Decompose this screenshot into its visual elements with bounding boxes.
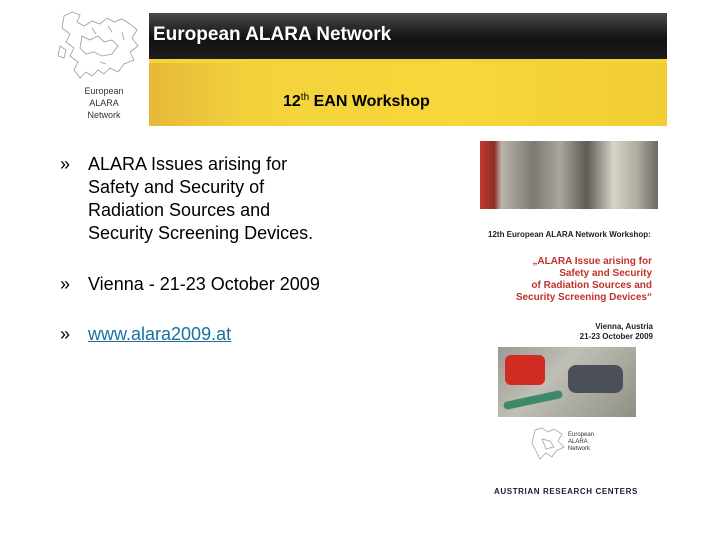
poster-photo-scanner <box>568 365 623 393</box>
poster-title: 12th European ALARA Network Workshop: <box>488 230 651 239</box>
bullet-mark: » <box>60 274 71 294</box>
poster-date: Vienna, Austria 21-23 October 2009 <box>579 322 653 341</box>
page-title: European ALARA Network <box>153 24 392 45</box>
subtitle-rest: EAN Workshop <box>309 93 430 110</box>
subtitle-number: 12 <box>283 93 301 110</box>
poster-headline: „ALARA Issue arising for Safety and Security of Radiation Sources and Security Screening Devices“ <box>515 256 652 303</box>
poster-logo-text: European ALARA Network <box>568 432 595 452</box>
website-link[interactable]: www.alara2009.at <box>88 324 232 344</box>
poster-photo-red-device <box>505 355 545 385</box>
bullet-text: ALARA Issues arising for Safety and Security of Radiation Sources and Security Screening Devices. <box>88 154 314 243</box>
subtitle <box>283 92 430 111</box>
poster-photo-top <box>480 141 658 209</box>
bullet-mark: » <box>60 154 71 174</box>
subtitle-ordinal: th <box>300 92 310 103</box>
logo-text: European ALARA Network <box>84 86 124 120</box>
bullet-mark: » <box>60 324 71 344</box>
poster-footer: AUSTRIAN RESEARCH CENTERS <box>494 487 638 496</box>
poster-map-icon <box>530 425 570 475</box>
bullet-text: Vienna - 21-23 October 2009 <box>88 274 320 294</box>
